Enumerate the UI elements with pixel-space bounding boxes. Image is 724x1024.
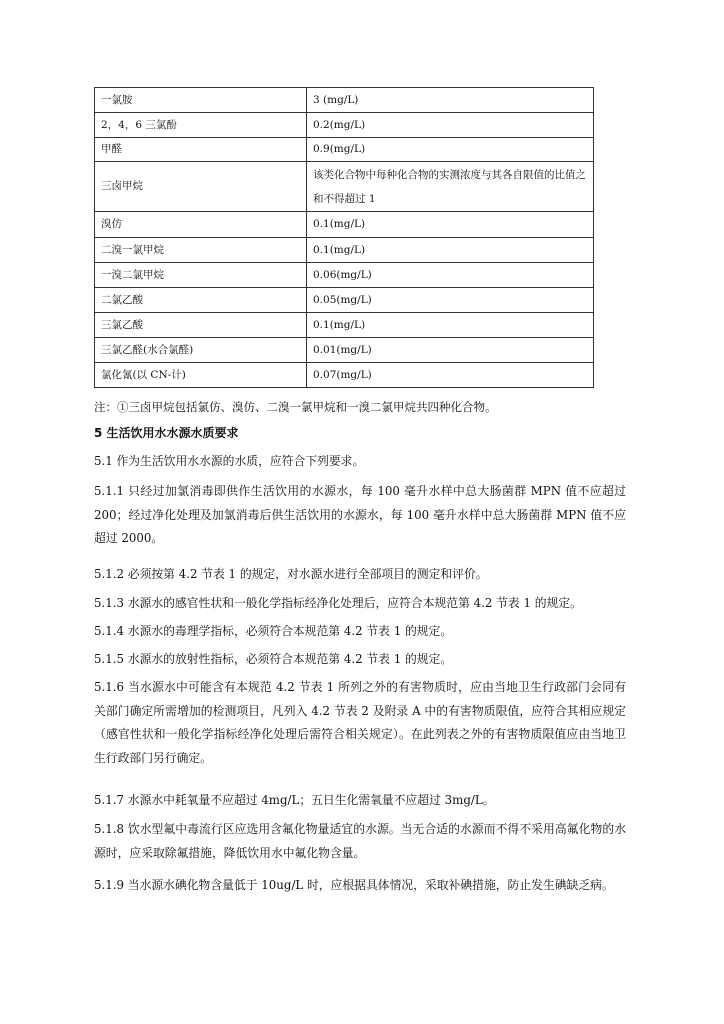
section-heading: 5 生活饮用水水源水质要求 — [94, 426, 239, 440]
table-row — [95, 263, 594, 288]
substance-cell: 一溴二氯甲烷 — [95, 263, 307, 288]
paragraph-5-1-2: 5.1.2 必须按第 4.2 节表 1 的规定，对水源水进行全部项目的测定和评价。 — [94, 567, 488, 581]
table-row — [95, 162, 594, 212]
substance-cell: 三氯乙醛(水合氯醛) — [95, 338, 307, 363]
paragraph-5-1-9: 5.1.9 当水源水碘化物含量低于 10ug/L 时，应根据具体情况，采取补碘措施，防止发生碘缺乏病。 — [94, 878, 614, 892]
limit-cell: 0.1(mg/L) — [307, 212, 594, 238]
table-row — [95, 113, 594, 138]
limit-cell: 0.9(mg/L) — [307, 138, 594, 162]
paragraph-5-1-6: 5.1.6 当水源水中可能含有本规范 4.2 节表 1 所列之外的有害物质时，应由当地卫生行政部门会同有关部门确定所需增加的检测项目，凡列入 4.2 节表 2 及附录 A 中的有害物质限值，应符合其相应规定（感官性状和一般化学指标经净化处理后需符合相关规定）。在此列表之外的有害物质限值应由当地卫生行政部门另行确定。 — [94, 680, 626, 765]
limit-cell: 0.01(mg/L) — [307, 338, 594, 363]
table-footnote: 注：①三卤甲烷包括氯仿、溴仿、二溴一氯甲烷和一溴二氯甲烷共四种化合物。 — [94, 400, 497, 414]
substance-cell: 二氯乙酸 — [95, 288, 307, 313]
substance-cell: 氯化氰(以 CN-计) — [95, 363, 307, 388]
limit-cell: 0.1(mg/L) — [307, 313, 594, 338]
table-row — [95, 212, 594, 238]
paragraph-5-1-3: 5.1.3 水源水的感官性状和一般化学指标经净化处理后，应符合本规范第 4.2 节表 1 的规定。 — [94, 596, 582, 610]
substance-cell: 甲醛 — [95, 138, 307, 162]
limit-cell: 0.05(mg/L) — [307, 288, 594, 313]
substance-cell: 二溴一氯甲烷 — [95, 238, 307, 263]
paragraph-5-1-7: 5.1.7 水源水中耗氧量不应超过 4mg/L；五日生化需氧量不应超过 3mg/L。 — [94, 793, 495, 807]
limit-cell: 0.2(mg/L) — [307, 113, 594, 138]
substance-cell: 一氯胺 — [95, 88, 307, 113]
table-row — [95, 313, 594, 338]
substance-cell: 溴仿 — [95, 212, 307, 238]
substance-cell: 2，4，6 三氯酚 — [95, 113, 307, 138]
table-row — [95, 238, 594, 263]
table-row — [95, 288, 594, 313]
substance-cell: 三氯乙酸 — [95, 313, 307, 338]
paragraph-5-1-1: 5.1.1 只经过加氯消毒即供作生活饮用的水源水，每 100 毫升水样中总大肠菌群 MPN 值不应超过 200；经过净化处理及加氯消毒后供生活饮用的水源水，每 100 毫升水样中总大肠菌群 MPN 值不应超过 2000。 — [94, 484, 626, 545]
table-row — [95, 138, 594, 162]
paragraph-5-1-8: 5.1.8 饮水型氟中毒流行区应选用含氟化物量适宜的水源。当无合适的水源而不得不采用高氟化物的水源时，应采取除氟措施，降低饮用水中氟化物含量。 — [94, 822, 626, 860]
paragraph-5-1-5: 5.1.5 水源水的放射性指标，必须符合本规范第 4.2 节表 1 的规定。 — [94, 652, 453, 666]
limit-cell: 0.07(mg/L) — [307, 363, 594, 388]
paragraph-5-1: 5.1 作为生活饮用水水源的水质，应符合下列要求。 — [94, 454, 365, 468]
limit-cell: 0.1(mg/L) — [307, 238, 594, 263]
table-row — [95, 363, 594, 388]
substance-cell: 三卤甲烷 — [95, 162, 307, 212]
limit-cell: 3 (mg/L) — [307, 88, 594, 113]
limit-cell: 该类化合物中每种化合物的实测浓度与其各自限值的比值之和不得超过 1 — [307, 162, 594, 212]
limits-table — [94, 87, 594, 388]
table-row — [95, 88, 594, 113]
limit-cell: 0.06(mg/L) — [307, 263, 594, 288]
paragraph-5-1-4: 5.1.4 水源水的毒理学指标，必须符合本规范第 4.2 节表 1 的规定。 — [94, 624, 453, 638]
table-row — [95, 338, 594, 363]
